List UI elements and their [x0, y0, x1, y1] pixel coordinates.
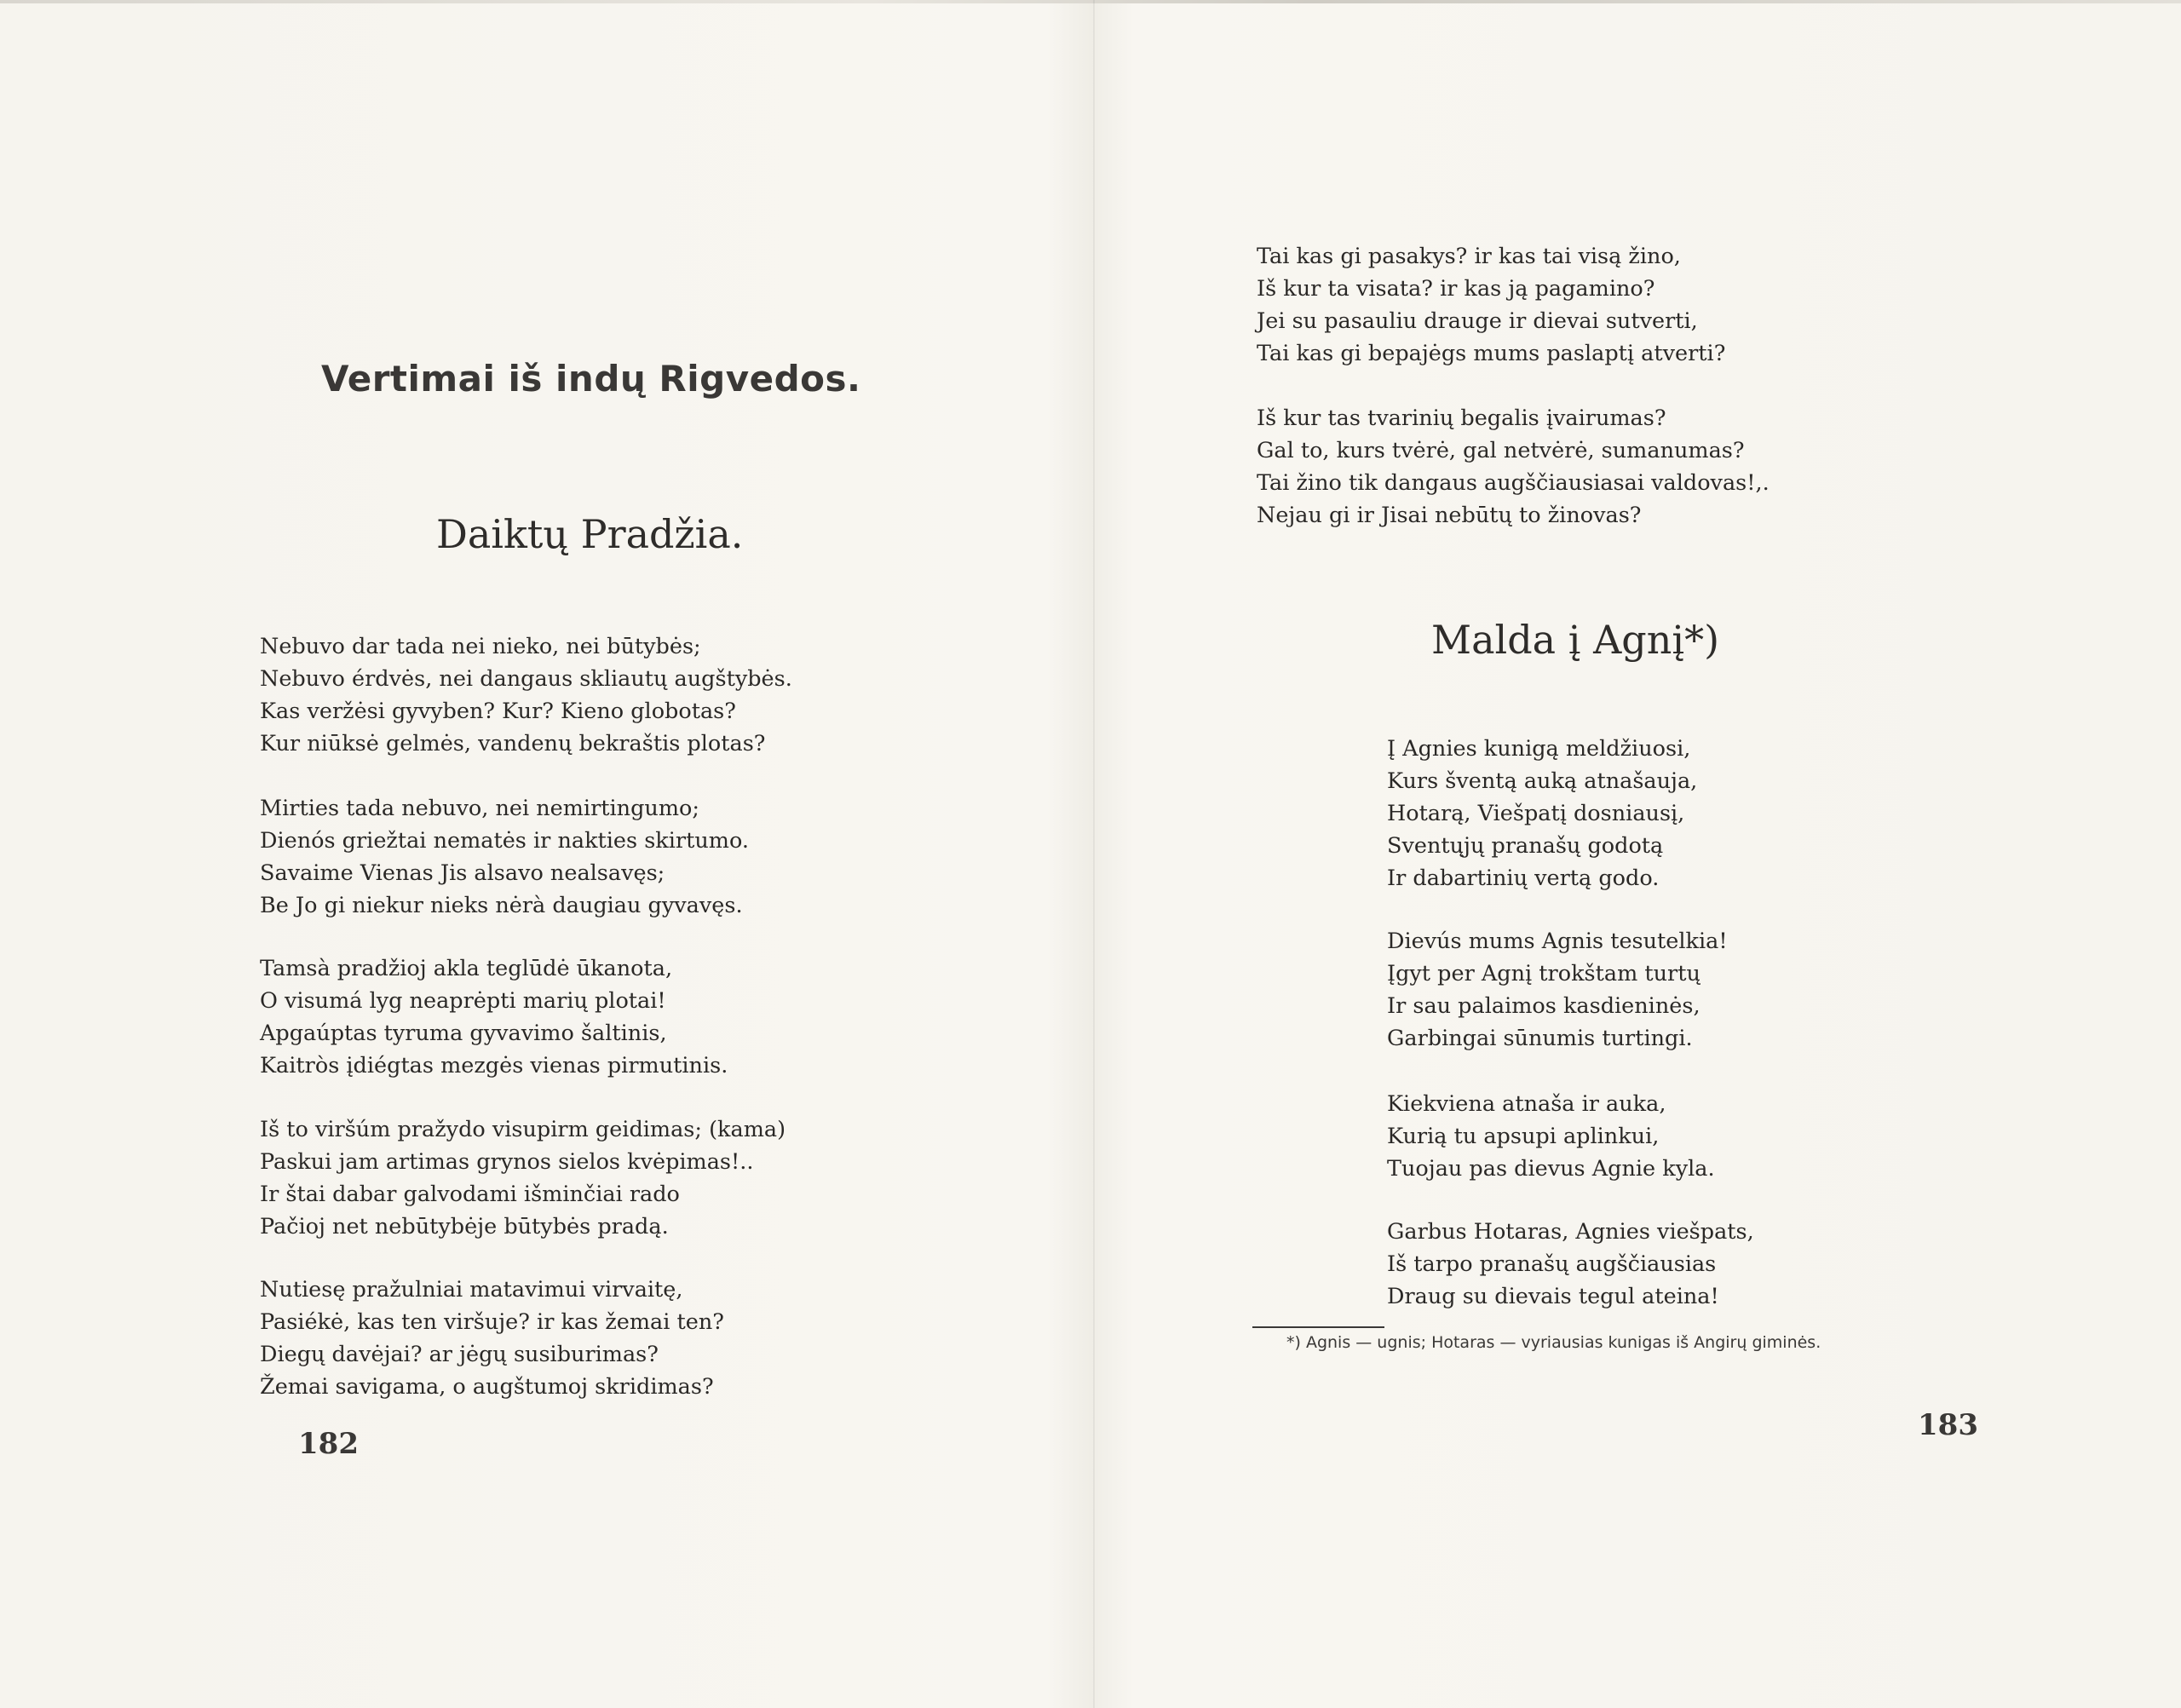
verse-line: Savaime Vienas Jis alsavo nealsavęs; — [260, 860, 665, 886]
verse-line: Mirties tada nebuvo, nei nemirtingumo; — [260, 796, 699, 821]
verse-line: Gal to, kurs tvėrė, gal netvėrė, sumanumas? — [1257, 438, 1745, 463]
verse-line: Diegų davėjai? ar jėgų susiburimas? — [260, 1342, 659, 1367]
verse-line: Ir sau palaimos kasdieninės, — [1387, 993, 1700, 1019]
verse-line: Tamsà pradžioj akla teglūdė ūkanota, — [260, 956, 673, 981]
verse-line: Garbus Hotaras, Agnies viešpats, — [1387, 1219, 1754, 1245]
page-number: 182 — [298, 1427, 359, 1461]
verse-line: Žemai savigama, o augštumoj skridimas? — [260, 1374, 714, 1400]
stanza — [1387, 925, 1728, 1055]
poem-title: Malda į Agnį*) — [1431, 617, 1720, 663]
verse-line: Pasiékė, kas ten viršuje? ir kas žemai ten? — [260, 1309, 724, 1335]
verse-line: Apgaúptas tyruma gyvavimo šaltinis, — [260, 1021, 667, 1046]
verse-line: Jei su pasauliu drauge ir dievai sutverti, — [1257, 308, 1698, 334]
verse-line: Dienós griežtai nematės ir nakties skirtumo. — [260, 828, 749, 854]
right-page — [1095, 0, 2181, 1708]
verse-line: Nebuvo dar tada nei nieko, nei būtybės; — [260, 634, 701, 659]
verse-line: Nutiesę pražulniai matavimui virvaitę, — [260, 1277, 683, 1303]
verse-line: Į Agnies kunigą meldžiuosi, — [1387, 736, 1691, 762]
stanza — [1257, 240, 1725, 370]
verse-line: Iš kur ta visata? ir kas ją pagamino? — [1257, 276, 1655, 302]
verse-line: Kurią tu apsupi aplinkui, — [1387, 1124, 1660, 1149]
verse-line: Tai kas gi bepajėgs mums paslaptį atverti? — [1257, 341, 1726, 366]
stanza — [260, 1274, 724, 1403]
verse-line: Garbingai sūnumis turtingi. — [1387, 1026, 1693, 1051]
verse-line: Kaitròs įdiégtas mezgės vienas pirmutinis. — [260, 1053, 728, 1078]
stanza — [260, 630, 792, 760]
poem-title: Daiktų Pradžia. — [436, 511, 744, 557]
verse-line: Tuojau pas dievus Agnie kyla. — [1387, 1156, 1715, 1182]
verse-line: Iš to viršúm pražydo visupirm geidimas; (kama) — [260, 1117, 786, 1142]
stanza — [1387, 1088, 1715, 1185]
verse-line: Nejau gi ir Jisai nebūtų to žinovas? — [1257, 503, 1642, 528]
stanza — [260, 792, 749, 922]
verse-line: Ir dabartinių vertą godo. — [1387, 866, 1660, 891]
footnote-text: *) Agnis — ugnis; Hotaras — vyriausias kunigas iš Angirų giminės. — [1286, 1333, 1821, 1352]
verse-line: Tai žino tik dangaus augščiausiasai valdovas!,. — [1257, 470, 1770, 496]
verse-line: Kiekviena atnaša ir auka, — [1387, 1091, 1666, 1117]
verse-line: Ir štai dabar galvodami išminčiai rado — [260, 1182, 680, 1207]
page-number: 183 — [1918, 1408, 1978, 1442]
stanza — [1387, 1216, 1754, 1313]
verse-line: Įgyt per Agnį trokštam turtų — [1387, 961, 1700, 986]
verse-line: Sventųjų pranašų godotą — [1387, 833, 1664, 859]
verse-line: Kas veržėsi gyvyben? Kur? Kieno globotas? — [260, 699, 736, 724]
verse-line: Hotarą, Viešpatį dosniausį, — [1387, 801, 1685, 826]
verse-line: Kur niūksė gelmės, vandenų bekraštis plotas? — [260, 731, 766, 756]
verse-line: Pačioj net nebūtybėje būtybės pradą. — [260, 1214, 669, 1239]
stanza — [1387, 733, 1697, 894]
verse-line: Nebuvo érdvės, nei dangaus skliautų augštybės. — [260, 666, 792, 692]
stanza — [260, 952, 728, 1082]
page-title: Vertimai iš indų Rigvedos. — [321, 358, 861, 400]
verse-line: Dievús mums Agnis tesutelkia! — [1387, 929, 1728, 954]
verse-line: Paskui jam artimas grynos sielos kvėpimas!.. — [260, 1149, 754, 1175]
verse-line: Be Jo gi niekur nieks nėrà daugiau gyvavęs. — [260, 893, 743, 918]
verse-line: O visumá lyg neaprėpti marių plotai! — [260, 988, 666, 1014]
stanza — [1257, 402, 1770, 532]
verse-line: Kurs šventą auką atnašauja, — [1387, 768, 1698, 794]
verse-line: Tai kas gi pasakys? ir kas tai visą žino, — [1257, 244, 1681, 269]
footnote — [1252, 1331, 2172, 1354]
verse-line: Draug su dievais tegul ateina! — [1387, 1284, 1719, 1309]
verse-line: Iš kur tas tvarinių begalis įvairumas? — [1257, 405, 1666, 431]
verse-line: Iš tarpo pranašų augščiausias — [1387, 1251, 1717, 1277]
stanza — [260, 1113, 786, 1243]
footnote-divider — [1252, 1326, 1384, 1328]
